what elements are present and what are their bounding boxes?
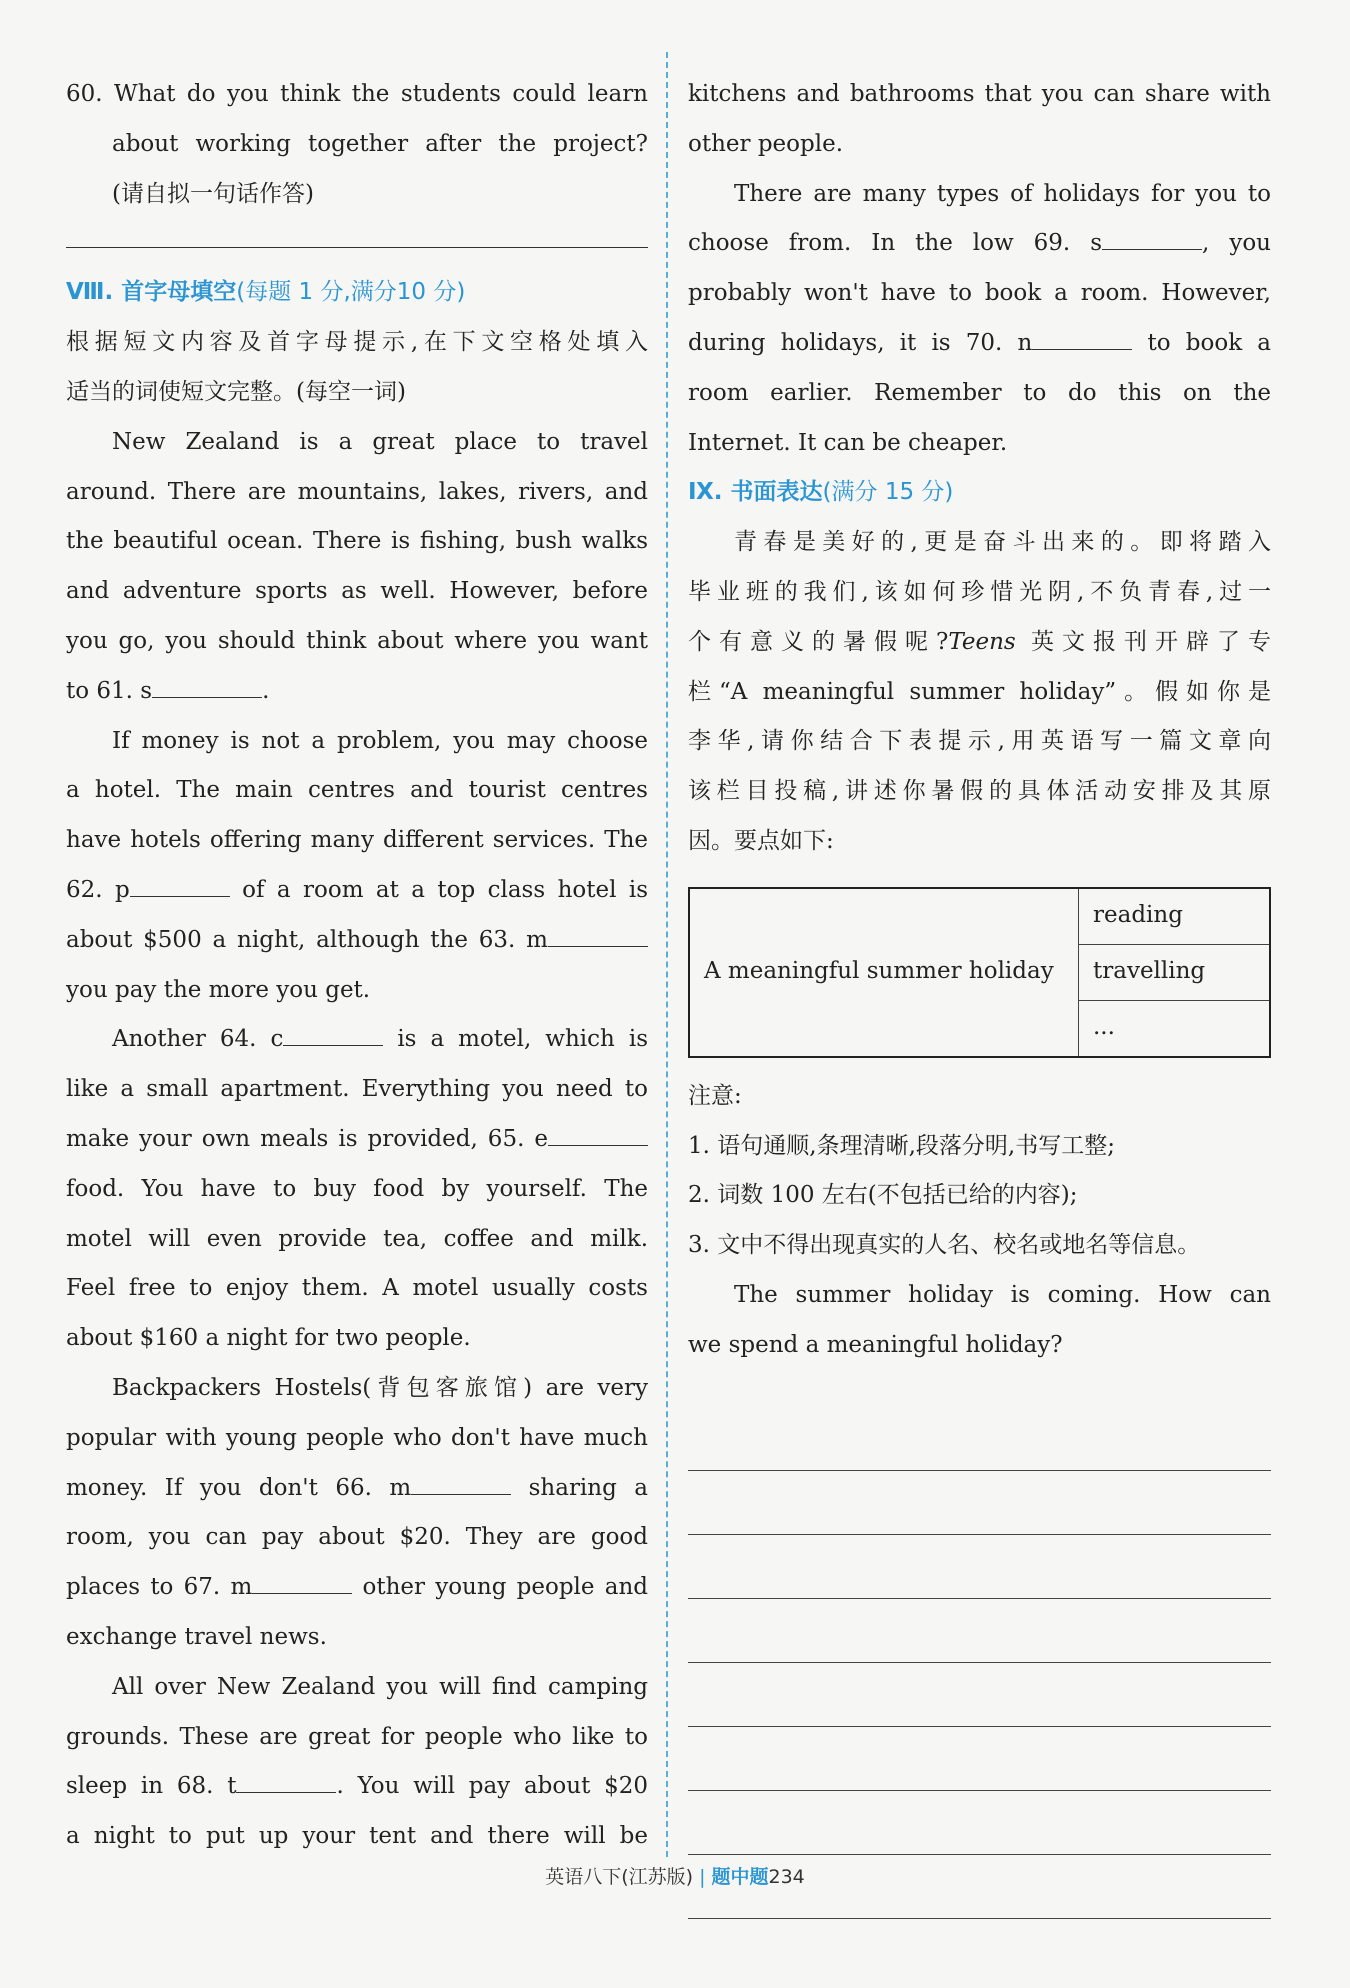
blank-63[interactable]	[548, 926, 648, 947]
passage-line: popular with young people who don't have much	[66, 1424, 648, 1451]
section9-prompt-line: 因。要点如下:	[688, 827, 834, 854]
footer-page-number: 234	[768, 1866, 805, 1888]
section9-title-text: Ⅸ. 书面表达	[688, 479, 823, 506]
section9-title	[688, 468, 1271, 518]
essay-start-line: we spend a meaningful holiday?	[688, 1331, 1063, 1358]
footer-book: 英语八下(江苏版)	[545, 1866, 694, 1888]
section8-title-text: Ⅷ. 首字母填空	[66, 279, 237, 306]
q60-line1: 60. What do you think the students could learn	[66, 81, 648, 107]
note-item: 3. 文中不得出现真实的人名、校名或地名等信息。	[688, 1232, 1201, 1259]
section9-prompt-line: 栏“A meaningful summer holiday”。假如你是	[688, 678, 1271, 705]
passage-line-q69	[688, 219, 1271, 269]
passage-line: All over New Zealand you will find camping	[112, 1673, 648, 1700]
passage-line: the beautiful ocean. There is fishing, bush walks	[66, 528, 648, 555]
q61-prefix: to 61. s	[66, 677, 153, 704]
passage-line: If money is not a problem, you may choose	[112, 727, 648, 754]
passage-line-q63	[66, 916, 648, 966]
footer-separator: |	[699, 1866, 706, 1888]
passage-line: Internet. It can be cheaper.	[688, 429, 1008, 456]
blank-65[interactable]	[548, 1125, 648, 1146]
q70-prefix: during holidays, it is 70. n	[688, 329, 1033, 356]
passage-line: have hotels offering many different services. The	[66, 827, 648, 854]
section9-prompt-line	[688, 618, 1271, 668]
passage-line: about $160 a night for two people.	[66, 1325, 471, 1352]
blank-61[interactable]	[152, 677, 262, 698]
passage-line: like a small apartment. Everything you need to	[66, 1076, 648, 1103]
q69-prefix: choose from. In the low 69. s	[688, 230, 1103, 257]
passage-line: room earlier. Remember to do this on the	[688, 379, 1271, 406]
note-item: 2. 词数 100 左右(不包括已给的内容);	[688, 1182, 1078, 1209]
passage-line: a night to put up your tent and there will be	[66, 1823, 648, 1850]
passage-line: food. You have to buy food by yourself. The	[66, 1175, 648, 1202]
tips-table	[688, 887, 1271, 1058]
section9-points: (满分 15 分)	[822, 479, 954, 506]
teens-title: Teens	[948, 628, 1016, 655]
passage-line: you pay the more you get.	[66, 976, 371, 1003]
passage-line: New Zealand is a great place to travel	[112, 428, 648, 455]
q60-line2: about working together after the project?	[112, 130, 648, 157]
passage-line: other people.	[688, 130, 844, 157]
tips-table-item: ...	[1079, 1000, 1271, 1057]
writing-line[interactable]	[688, 1663, 1271, 1727]
section8-title	[66, 268, 648, 318]
q67-suffix: other young people and	[362, 1574, 648, 1601]
passage-line-q66	[66, 1464, 648, 1514]
passage-line: motel will even provide tea, coffee and milk.	[66, 1225, 648, 1252]
passage-line: room, you can pay about $20. They are good	[66, 1524, 648, 1551]
q64-prefix: Another 64. c	[112, 1026, 284, 1053]
q61-suffix: .	[262, 677, 270, 704]
passage-line: around. There are mountains, lakes, rivers, and	[66, 478, 648, 505]
section8-points: (每题 1 分,满分10 分)	[236, 279, 466, 306]
blank-64[interactable]	[283, 1025, 383, 1046]
writing-line[interactable]	[688, 1599, 1271, 1663]
passage-line: kitchens and bathrooms that you can share with	[688, 81, 1271, 107]
q68-prefix: sleep in 68. t	[66, 1773, 237, 1800]
writing-line[interactable]	[688, 1791, 1271, 1855]
blank-62[interactable]	[130, 876, 230, 897]
q60-answer-line[interactable]	[66, 219, 648, 248]
passage-line-q61	[66, 667, 648, 717]
q65-prefix: make your own meals is provided, 65. e	[66, 1125, 548, 1152]
q62-prefix: 62. p	[66, 876, 130, 903]
q66-suffix: sharing a	[528, 1474, 648, 1501]
section8-instruction-1: 根据短文内容及首字母提示,在下文空格处填入	[66, 329, 648, 356]
passage-line-q62	[66, 866, 648, 916]
blank-66[interactable]	[411, 1474, 511, 1495]
passage-line: you go, you should think about where you want	[66, 627, 648, 654]
q68-suffix: . You will pay about $20	[336, 1773, 648, 1800]
writing-area[interactable]	[688, 1407, 1271, 1919]
passage-line-q65	[66, 1115, 648, 1165]
section9-prompt-line: 毕业班的我们,该如何珍惜光阴,不负青春,过一	[688, 578, 1271, 605]
writing-line[interactable]	[688, 1471, 1271, 1535]
blank-68[interactable]	[236, 1772, 336, 1793]
q67-prefix: places to 67. m	[66, 1574, 253, 1601]
passage-line: There are many types of holidays for you to	[734, 180, 1271, 207]
writing-line[interactable]	[688, 1407, 1271, 1471]
tips-table-item: reading	[1079, 888, 1271, 945]
q69-suffix: , you	[1202, 230, 1271, 257]
q66-prefix: money. If you don't 66. m	[66, 1474, 412, 1501]
passage-line-q70	[688, 319, 1271, 369]
passage-line-q64	[66, 1015, 648, 1065]
note-item: 1. 语句通顺,条理清晰,段落分明,书写工整;	[688, 1132, 1115, 1159]
passage-line: Backpackers Hostels(背包客旅馆) are very	[112, 1374, 648, 1401]
tips-table-main: A meaningful summer holiday	[689, 888, 1079, 1057]
passage-line: grounds. These are great for people who like to	[66, 1723, 648, 1750]
section8-instruction-2: 适当的词使短文完整。(每空一词)	[66, 378, 406, 405]
q64-suffix: is a motel, which is	[397, 1026, 648, 1053]
prompt-text: 个有意义的暑假呢?	[688, 628, 949, 655]
writing-line[interactable]	[688, 1535, 1271, 1599]
q63-prefix: about $500 a night, although the 63. m	[66, 926, 548, 953]
left-column	[66, 70, 648, 1862]
q62-suffix: of a room at a top class hotel is	[242, 876, 648, 903]
footer-tag: 题中题	[711, 1866, 769, 1888]
passage-line: and adventure sports as well. However, before	[66, 578, 648, 605]
right-column	[688, 70, 1271, 1919]
page-footer	[0, 1862, 1350, 1889]
q70-suffix: to book a	[1147, 329, 1272, 356]
note-title: 注意:	[688, 1082, 742, 1109]
blank-69[interactable]	[1102, 229, 1202, 250]
passage-line-q67	[66, 1563, 648, 1613]
blank-70[interactable]	[1032, 329, 1132, 350]
writing-line[interactable]	[688, 1727, 1271, 1791]
passage-line: probably won't have to book a room. However,	[688, 280, 1271, 307]
section9-prompt-line: 李华,请你结合下表提示,用英语写一篇文章向	[688, 728, 1271, 755]
passage-line: a hotel. The main centres and tourist centres	[66, 777, 648, 804]
column-divider	[666, 52, 668, 1857]
section9-prompt-line: 青春是美好的,更是奋斗出来的。即将踏入	[734, 529, 1271, 556]
blank-67[interactable]	[252, 1573, 352, 1594]
tips-table-item: travelling	[1079, 944, 1271, 1000]
q60-line3: (请自拟一句话作答)	[112, 180, 314, 207]
prompt-text: 英文报刊开辟了专	[1015, 628, 1271, 655]
essay-start-line: The summer holiday is coming. How can	[734, 1281, 1271, 1308]
passage-line: Feel free to enjoy them. A motel usually costs	[66, 1275, 648, 1302]
passage-line: exchange travel news.	[66, 1623, 327, 1650]
section9-prompt-line: 该栏目投稿,讲述你暑假的具体活动安排及其原	[688, 778, 1271, 805]
passage-line-q68	[66, 1762, 648, 1812]
